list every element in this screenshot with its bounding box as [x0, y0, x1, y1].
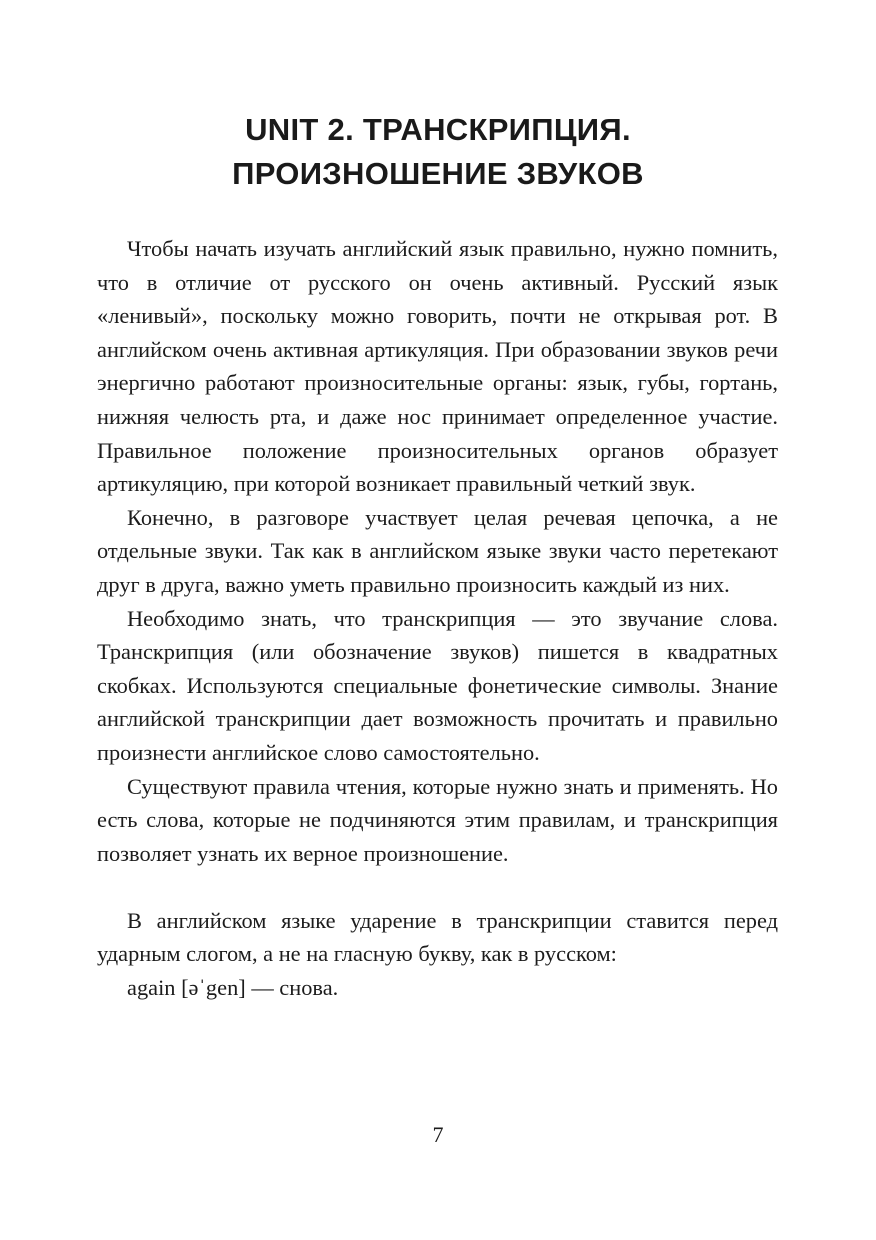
- unit-heading: [96, 108, 780, 196]
- paragraph-gap: [97, 870, 778, 904]
- unit-heading-line-2: ПРОИЗНОШЕНИЕ ЗВУКОВ: [232, 156, 644, 191]
- paragraph-stress: В английском языке ударение в транскрипции ставится перед ударным слогом, а не на гласную букву, как в русском:: [97, 907, 778, 967]
- paragraph-speech-chain: Конечно, в разговоре участвует целая речевая цепочка, а не отдельные звуки. Так как в английском языке звуки часто перетекают друг в друга, важно уметь правильно произносить каждый из них.: [97, 504, 778, 597]
- paragraph-articulation: Чтобы начать изучать английский язык правильно, нужно помнить, что в отличие от русского он очень активный. Русский язык «ленивый», поскольку можно говорить, почти не открывая рот. В английском очень активная артикуляция. При образовании звуков речи энергично работают произносительные органы: язык, губы, гортань, нижняя челюсть рта, и даже нос принимает определенное участие. Правильное положение произносительных органов образует артикуляцию, при которой возникает правильный четкий звук.: [97, 236, 778, 497]
- page-number: 7: [432, 1122, 444, 1147]
- paragraph-transcription: Необходимо знать, что транскрипция — это звучание слова. Транскрипция (или обозначение звуков) пишется в квадратных скобках. Используются специальные фонетические символы. Знание английской транскрипции дает возможность прочитать и правильно произнести английское слово самостоятельно.: [97, 605, 778, 765]
- paragraph-reading-rules: Существуют правила чтения, которые нужно знать и применять. Но есть слова, которые не подчиняются этим правилам, и транскрипция позволяет узнать их верное произношение.: [97, 773, 778, 866]
- stress-example: again [əˈgen] — снова.: [127, 975, 339, 1001]
- body-text: [97, 232, 778, 1005]
- unit-heading-line-1: UNIT 2. ТРАНСКРИПЦИЯ.: [245, 112, 631, 147]
